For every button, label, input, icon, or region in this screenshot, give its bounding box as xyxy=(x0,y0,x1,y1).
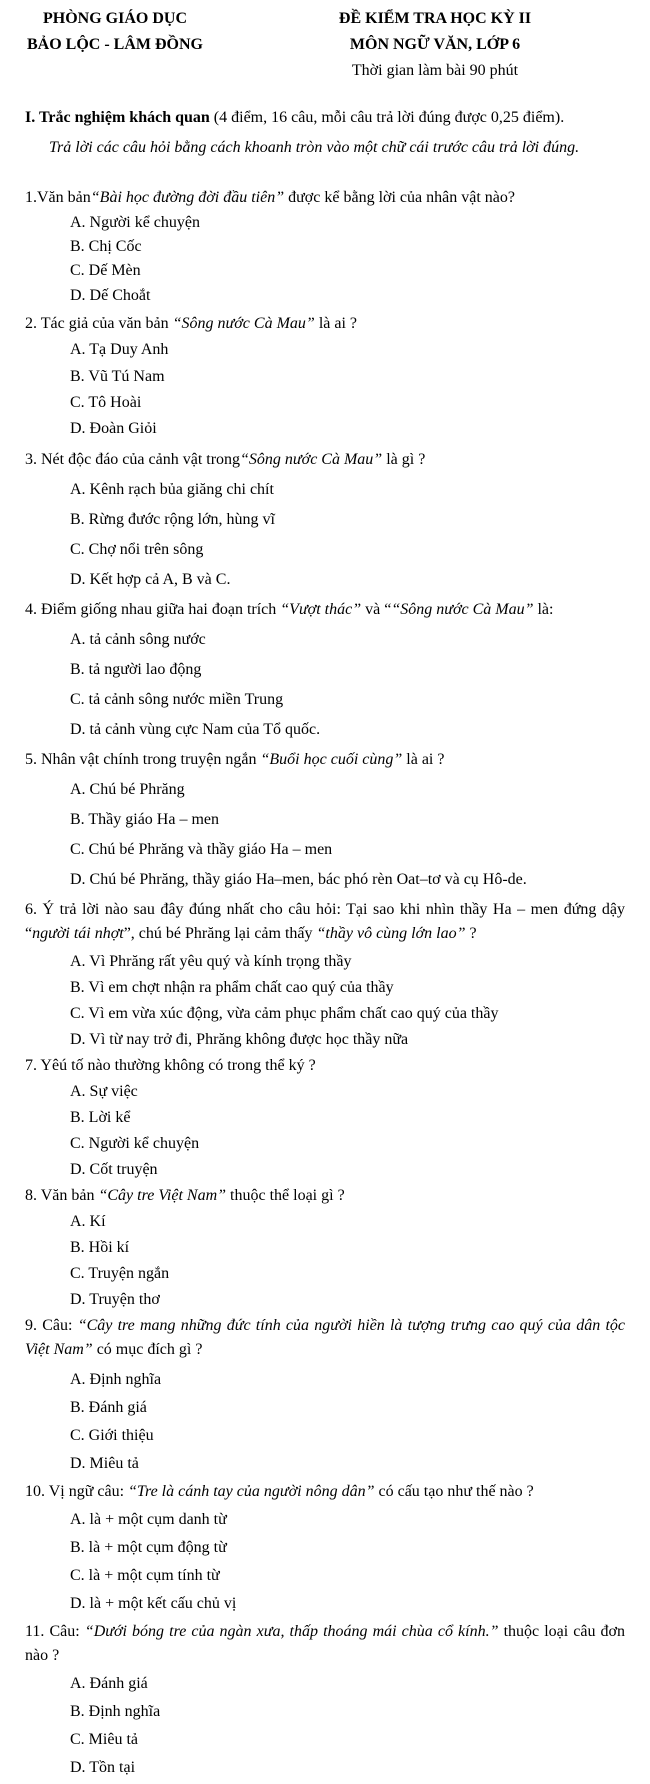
option-1c[interactable]: C. Dế Mèn xyxy=(70,262,141,279)
option-4d[interactable]: D. tả cảnh vùng cực Nam của Tổ quốc. xyxy=(70,721,321,738)
question-3 xyxy=(25,448,625,472)
question-quote: “Sông nước Cà Mau” xyxy=(391,601,534,618)
option-4b[interactable]: B. tả người lao động xyxy=(70,661,202,678)
option-9c[interactable]: C. Giới thiệu xyxy=(70,1427,154,1444)
question-1 xyxy=(25,186,625,210)
document-header xyxy=(0,6,650,78)
question-text: 9. Câu: xyxy=(25,1317,78,1334)
option-2b[interactable]: B. Vũ Tú Nam xyxy=(70,368,165,385)
question-quote: “Bài học đường đời đầu tiên” xyxy=(90,189,285,206)
option-9b[interactable]: B. Đánh giá xyxy=(70,1399,147,1416)
option-2c[interactable]: C. Tô Hoài xyxy=(70,394,142,411)
department-name: PHÒNG GIÁO DỤC xyxy=(43,10,187,27)
option-6c[interactable]: C. Vì em vừa xúc động, vừa cảm phục phẩm chất cao quý của thầy xyxy=(70,1005,499,1022)
question-text: được kể bằng lời của nhân vật nào? xyxy=(284,189,515,206)
option-10a[interactable]: A. là + một cụm danh từ xyxy=(70,1511,227,1528)
option-3c[interactable]: C. Chợ nổi trên sông xyxy=(70,541,204,558)
option-5c[interactable]: C. Chú bé Phrăng và thầy giáo Ha – men xyxy=(70,841,333,858)
question-text: 10. Vị ngữ câu: xyxy=(25,1483,129,1500)
option-2d[interactable]: D. Đoàn Giỏi xyxy=(70,420,157,437)
option-6d[interactable]: D. Vì từ nay trở đi, Phrăng không được học thầy nữa xyxy=(70,1031,409,1048)
option-11a[interactable]: A. Đánh giá xyxy=(70,1675,148,1692)
option-6a[interactable]: A. Vì Phrăng rất yêu quý và kính trọng thầy xyxy=(70,953,352,970)
question-text: 8. Văn bản xyxy=(25,1187,99,1204)
question-text: là ai ? xyxy=(402,751,445,768)
question-text: ? xyxy=(465,925,477,942)
option-2a[interactable]: A. Tạ Duy Anh xyxy=(70,341,169,358)
question-5 xyxy=(25,748,625,772)
section-title-bold: I. Trắc nghiệm khách quan xyxy=(25,109,210,126)
question-7 xyxy=(25,1054,625,1078)
question-quote: “Cây tre mang những đức tính của người hiền là tượng trưng cao quý của dân tộc Việt Nam” xyxy=(25,1317,625,1358)
question-text: 5. Nhân vật chính trong truyện ngắn xyxy=(25,751,261,768)
question-quote: “Sông nước Cà Mau” xyxy=(240,451,383,468)
question-text: có cấu tạo như thế nào ? xyxy=(374,1483,534,1500)
option-4a[interactable]: A. tả cảnh sông nước xyxy=(70,631,206,648)
question-text: 3. Nét độc đáo của cảnh vật trong xyxy=(25,451,241,468)
option-5a[interactable]: A. Chú bé Phrăng xyxy=(70,781,185,798)
question-8 xyxy=(25,1184,625,1208)
section-title-rest: (4 điểm, 16 câu, mỗi câu trả lời đúng được 0,25 điểm). xyxy=(209,109,565,126)
question-quote: “Tre là cánh tay của người nông dân” xyxy=(128,1483,375,1500)
option-1d[interactable]: D. Dế Choắt xyxy=(70,287,151,304)
section-title xyxy=(25,108,625,128)
option-8d[interactable]: D. Truyện thơ xyxy=(70,1291,160,1308)
option-3a[interactable]: A. Kênh rạch bủa giăng chi chít xyxy=(70,481,274,498)
option-8c[interactable]: C. Truyện ngắn xyxy=(70,1265,170,1282)
question-text: ”, chú bé Phrăng lại cảm thấy xyxy=(123,925,317,942)
question-text: thuộc loại câu đơn nào ? xyxy=(25,1623,626,1664)
question-text: thuộc thể loại gì ? xyxy=(226,1187,345,1204)
instruction-text: Trả lời các câu hỏi bằng cách khoanh tròn vào một chữ cái trước câu trả lời đúng. xyxy=(49,139,580,156)
question-quote: “Vượt thác” xyxy=(280,601,362,618)
time-limit: Thời gian làm bài 90 phút xyxy=(351,62,519,79)
district-name: BẢO LỘC - LÂM ĐỒNG xyxy=(27,36,203,53)
question-text: là ai ? xyxy=(314,315,358,332)
question-10 xyxy=(25,1480,625,1504)
question-text: là: xyxy=(533,601,554,618)
option-7c[interactable]: C. Người kể chuyện xyxy=(70,1135,200,1152)
option-1a[interactable]: A. Người kể chuyện xyxy=(70,214,200,231)
question-text: và “ xyxy=(361,601,392,618)
question-quote: “thầy vô cùng lớn lao” xyxy=(316,925,466,942)
option-1b[interactable]: B. Chị Cốc xyxy=(70,238,142,255)
question-quote: người tái nhợt xyxy=(32,925,124,942)
option-9a[interactable]: A. Định nghĩa xyxy=(70,1371,162,1388)
question-6 xyxy=(25,898,625,946)
option-5d[interactable]: D. Chú bé Phrăng, thầy giáo Ha–men, bác phó rèn Oat–tơ và cụ Hô-de. xyxy=(70,871,527,888)
exam-title: ĐỀ KIỂM TRA HỌC KỲ II xyxy=(338,10,532,27)
option-6b[interactable]: B. Vì em chợt nhận ra phẩm chất cao quý của thầy xyxy=(70,979,394,996)
question-text: là gì ? xyxy=(382,451,426,468)
exam-title-block xyxy=(300,6,570,84)
question-text: 6. Ý trả lời nào sau đây đúng nhất cho câu hỏi: Tại sao khi nhìn thầy Ha – men đứng dậy “ xyxy=(25,901,625,942)
question-9 xyxy=(25,1314,625,1362)
option-3d[interactable]: D. Kết hợp cả A, B và C. xyxy=(70,571,231,588)
question-11 xyxy=(25,1620,625,1668)
option-11b[interactable]: B. Định nghĩa xyxy=(70,1703,161,1720)
subject-grade: MÔN NGỮ VĂN, LỚP 6 xyxy=(349,36,521,53)
question-text: có mục đích gì ? xyxy=(92,1341,203,1358)
option-7d[interactable]: D. Cốt truyện xyxy=(70,1161,158,1178)
option-11c[interactable]: C. Miêu tả xyxy=(70,1731,138,1748)
question-text: 2. Tác giả của văn bản xyxy=(25,315,173,332)
option-8a[interactable]: A. Kí xyxy=(70,1213,106,1230)
option-10c[interactable]: C. là + một cụm tính từ xyxy=(70,1567,220,1584)
question-quote: “Sông nước Cà Mau” xyxy=(172,315,315,332)
option-9d[interactable]: D. Miêu tả xyxy=(70,1455,139,1472)
question-4 xyxy=(25,598,625,622)
question-quote: “Dưới bóng tre của ngàn xưa, thấp thoáng mái chùa cổ kính.” xyxy=(84,1623,499,1640)
issuer-block xyxy=(10,6,220,58)
question-text: 7. Yêú tố nào thường không có trong thể ký ? xyxy=(25,1057,316,1074)
option-4c[interactable]: C. tả cảnh sông nước miền Trung xyxy=(70,691,284,708)
option-7a[interactable]: A. Sự việc xyxy=(70,1083,138,1100)
question-text: 11. Câu: xyxy=(25,1623,85,1640)
question-quote: “Buổi học cuối cùng” xyxy=(260,751,403,768)
question-2 xyxy=(25,312,625,336)
option-5b[interactable]: B. Thầy giáo Ha – men xyxy=(70,811,220,828)
option-11d[interactable]: D. Tồn tại xyxy=(70,1759,136,1776)
option-8b[interactable]: B. Hồi kí xyxy=(70,1239,130,1256)
option-10d[interactable]: D. là + một kết cấu chủ vị xyxy=(70,1595,237,1612)
question-text: 1.Văn bản xyxy=(25,189,91,206)
option-10b[interactable]: B. là + một cụm động từ xyxy=(70,1539,227,1556)
option-7b[interactable]: B. Lời kể xyxy=(70,1109,131,1126)
question-text: 4. Điểm giống nhau giữa hai đoạn trích xyxy=(25,601,281,618)
option-3b[interactable]: B. Rừng đước rộng lớn, hùng vĩ xyxy=(70,511,275,528)
question-quote: “Cây tre Việt Nam” xyxy=(98,1187,227,1204)
